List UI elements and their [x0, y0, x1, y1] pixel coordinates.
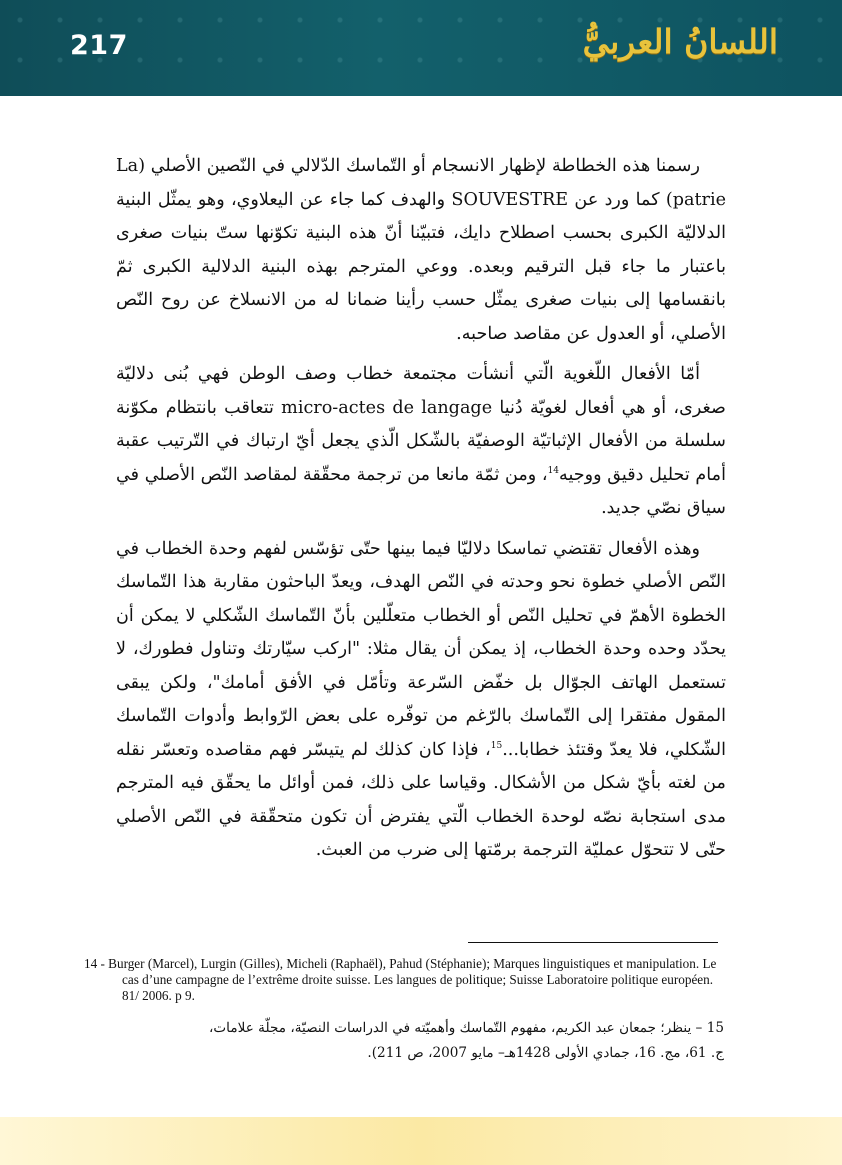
- footnote-15-line-1: 15 – ينظر؛ جمعان عبد الكريم، مفهوم التّماسك وأهميّته في الدراسات النصيّة، مجلّة علامات،: [209, 1020, 724, 1036]
- page-footer-band: [0, 1117, 842, 1165]
- paragraph-2-text-end: ، ومن ثمّة مانعا من ترجمة محقّقة لمقاصد النّص الأصلي في سياق نصّي جديد.: [116, 464, 726, 518]
- paragraph-3-text-end: ، فإذا كان كذلك لم يتيسّر فهم مقاصده وتعسّر نقله من لغته بأيّ شكل من الأشكال. وقياسا على ذلك، فمن أوائل ما يحقّق فيه المترجم مدى استجابة نصّه لوحدة الخطاب الّتي يفترض أن تكون متحقّقة في النّص الأصلي حتّى لا تتحوّل عمليّة الترجمة برمّتها إلى ضرب من العبث.: [116, 739, 726, 860]
- paragraph-3-text: وهذه الأفعال تقتضي تماسكا دلاليّا فيما بينها حتّى تؤسّس لفهم وحدة الخطاب في النّص الأصلي خطوة نحو وحدته في النّص الهدف، ويعدّ الباحثون مقاربة هذا التّماسك الخطوة الأهمّ في تحليل النّص أو الخطاب متعلّلين بأنّ التّماسك الشّكلي لا يمكن أن يحدّد وحده وحدة الخطاب، إذ يمكن أن يقال مثلا: "اركب سيّارتك وتناول فطورك، لا تستعمل الهاتف الجوّال بل خفّض السّرعة وتأمّل في الأفق أمامك"، ولكن يبقى المقول مفتقرا إلى التّماسك بالرّغم من توفّره على بعض الرّوابط وأدوات التّماسك الشّكلي، فلا يعدّ وقتئذ خطابا...: [116, 538, 726, 760]
- article-body: [116, 150, 726, 875]
- footnote-15-line-2: ج. 61، مج. 16، جمادي الأولى 1428هـ– مايو 2007، ص 211).: [367, 1045, 724, 1061]
- journal-logo: اللسانُ العربيُّ: [582, 22, 778, 61]
- footnote-14: 14 - Burger (Marcel), Lurgin (Gilles), Micheli (Raphaël), Pahud (Stéphanie); Marques linguistiques et manipulation. Le cas d’une campagne de l’extrême droite suisse. Les langues de politique; Suisse Laboratoire politique européen. 81/ 2006. p 9.: [84, 956, 717, 1003]
- page-number: 217: [70, 30, 128, 61]
- paragraph-1: رسمنا هذه الخطاطة لإظهار الانسجام أو التّماسك الدّلالي في النّصين الأصلي (La patrie) كما ورد عن SOUVESTRE والهدف كما جاء عن اليعلاوي، وهو يمثّل البنية الدلاليّة الكبرى بحسب اصطلاح دايك، فتبيّنا أنّ هذه البنية تكوّنها ستّ بنيات صغرى باعتبار ما جاء قبل الترقيم وبعده. ووعي المترجم بهذه البنية الدلالية الكبرى ثمّ بانقسامها إلى بنيات صغرى يمثّل حسب رأينا ضمانا له من الانسلاخ عن روح النّص الأصلي، أو العدول عن مقاصد صاحبه.: [116, 156, 726, 344]
- paragraph-3: [116, 533, 726, 868]
- paragraph-2-text: أمّا الأفعال اللّغوية الّتي أنشأت مجتمعة خطاب وصف الوطن فهي بُنى دلاليّة صغرى، أو هي أفعال لغويّة دُنيا micro-actes de langage تتعاقب بانتظام مكوّنة سلسلة من الأفعال الإثباتيّة الوصفيّة بالشّكل الّذي يجعل أيّ ارتباك في التّرتيب عقبة أمام تحليل دقيق ووجيه: [116, 364, 726, 485]
- page-header: [0, 0, 842, 96]
- footnote-separator: [468, 942, 718, 943]
- footnote-15: [150, 1016, 724, 1066]
- paragraph-2: [116, 358, 726, 526]
- footnote-ref-14[interactable]: 14: [547, 465, 560, 476]
- footnote-ref-15[interactable]: 15: [490, 740, 503, 751]
